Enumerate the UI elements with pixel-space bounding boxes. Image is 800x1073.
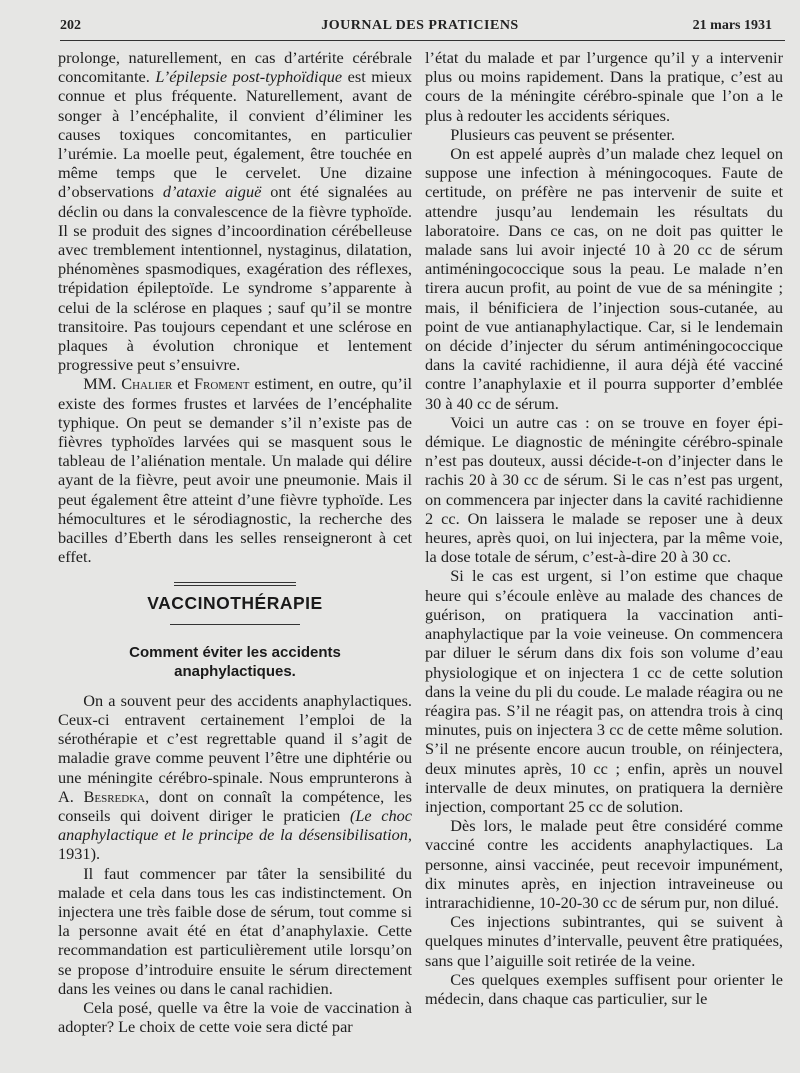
author-name: Froment	[193, 374, 250, 394]
author-name: Chalier	[121, 374, 173, 394]
section-divider	[174, 582, 296, 586]
right-column	[425, 48, 783, 1008]
paragraph: On est appelé auprès d’un malade chez lequel on suppose une infection à méningocoques. Faute de certitude, on préfère ne pas intervenir de suite et attendre jusqu’au lendemain les résultats du laboratoire. Dans ce cas, on ne doit pas quitter le malade sans lui avoir injecté 10 à 20 cc de sérum antiméningococcique sous la peau. Le malade n’en tirera aucun profit, au point de vue de sa méningite ; mais, il bénificiera de l’injection sous-cutanée, au point de vue antianaphylactique. Car, si le lendemain on décide d’injecter du sérum antiméningococcique dans la cavité rachidienne, il aura déjà été vacciné contre l’anaphylaxie et il pourra supporter d’emblée 30 à 40 cc de sérum.	[425, 144, 783, 413]
paragraph: Plusieurs cas peuvent se présenter.	[450, 124, 675, 144]
paragraph: MM. Chalier et Froment estiment, en outre, qu’il existe des formes frustes et larvées de l’encéphalite typhique. On peut se demander s’il n’existe pas de fièvres typhoïdes larvées qui se masquent sous le tableau de l’aliénation mentale. Un malade qui délire ayant de la fièvre, peut avoir une pneumonie. Mais il peut également être atteint d’une fièvre typhoïde. Les hémocultures et le sérodiagnostic, la recherche des bacilles d’Eberth dans les selles renseigneront à cet effet.	[58, 374, 412, 567]
paragraph: l’état du malade et par l’urgence qu’il y a intervenir plus ou moins rapidement. Dans la pratique, c’est au cours de la méningite cérébro-spinale que l’on a le plus à redouter les accidents sériques.	[425, 48, 783, 125]
page-number: 202	[60, 18, 81, 33]
paragraph: Cela posé, quelle va être la voie de vaccination à adopter? Le choix de cette voie sera dicté par	[58, 997, 412, 1037]
page-header	[60, 18, 780, 40]
author-name: Besredka	[83, 786, 146, 806]
paragraph: Ces quelques exemples suffisent pour orienter le médecin, dans chaque cas particulier, sur le	[425, 969, 783, 1008]
paragraph: prolonge, naturellement, en cas d’artérite cérébrale concomitante. L’épilepsie post-typhoïdique est mieux connue et plus fréquente. Naturellement, avant de songer à l’encéphalite, il convient d’éliminer les causes toxiques concomitantes, en particulier l’urémie. La moelle peut, également, être touchée en même temps que le cervelet. Une dizaine d’observations d’ataxie aiguë ont été signalées au déclin ou dans la convalescence de la fièvre typhoïde. Il se produit des signes d’incoordination cérébelleuse avec tremblement intentionnel, nystaginus, dilatation, phénomènes spasmodiques, exagération des réflexes, trépidation épileptoïde. Le syndrome s’apparente à celui de la sclérose en plaques ; sauf qu’il se montre transitoire. Pas toujours cependant et une sclérose en plaques à évolution chronique et lentement progressive peut s’ensuivre.	[58, 48, 413, 375]
left-column	[58, 48, 412, 1036]
paragraph: On a souvent peur des accidents anaphylactiques. Ceux-ci entravent certainement l’emploi de la sérothérapie et c’est regrettable quand il s’agit de maladie grave comme peuvent l’être une diphtérie ou une méningite cérébro-spinale. Nous emprunterons à A. Besredka, dont on connaît la compétence, les conseils qui doivent diriger le praticien (Le choc anaphylactique et le principe de la désensibilisation, 1931).	[58, 690, 412, 864]
paragraph: Ces injections subintrantes, qui se suivent à quelques minutes d’intervalle, peuvent être pratiquées, sans que l’aiguille soit retirée de la veine.	[425, 912, 783, 970]
paragraph: Si le cas est urgent, si l’on estime que chaque heure qui s’écoule enlève au malade des chances de guérison, on pratiquera la vaccination antianaphylactique par la voie veineuse. On commencera par diluer le sérum dans dix fois son volume d’eau physiologique et on injectera 1 cc de cette solution dans la veine du pli du coude. Le malade réagira ou ne réagira pas. S’il ne réagit pas, on attendra trois à cinq minutes, puis on injectera 3 cc de cette même solution. S’il ne présente encore aucun trouble, on réinjectera, deux minutes après, 10 cc ; enfin, après un nouvel intervalle de deux minutes, on pratiquera la dernière injection, comportant 25 cc de solution.	[425, 566, 783, 816]
header-rule	[60, 40, 785, 41]
paragraph: Il faut commencer par tâter la sensibilité du malade et cela dans tous les cas indistinctement. On injectera une très faible dose de sérum, tout comme si la personne avait été en état d’anaphylaxie. Cette recommandation est particulièrement utile lorsqu’on se propose d’introduire ensuite le sérum directement dans les veines ou dans le canal rachidien.	[58, 863, 412, 998]
section-title: VACCINOTHÉRAPIE	[147, 593, 323, 614]
journal-title: JOURNAL DES PRATICIENS	[321, 18, 519, 33]
paragraph: Voici un autre cas : on se trouve en foyer épidémique. Le diagnostic de méningite cérébro-spinale n’est pas douteux, aussi décide-t-on d’injecter dans le rachis 20 à 30 cc de sérum. Si le cas n’est pas urgent, on commencera par injecter dans la cavité rachidienne 2 cc. On laissera le malade se reposer une à deux heures, après quoi, on lui injectera, par la même voie, la dose totale de sérum, c’est-à-dire 20 à 30 cc.	[425, 412, 783, 567]
title-rule	[170, 624, 300, 625]
issue-date: 21 mars 1931	[692, 18, 772, 33]
article-title: Comment éviter les accidents anaphylactiques.	[129, 643, 341, 680]
paragraph: Dès lors, le malade peut être considéré comme vacciné contre les accidents anaphylactiques. La personne, ainsi vaccinée, peut recevoir impunément, dix minutes après, en injection intraveineuse ou intrarachidienne, 10-20-30 cc de sérum pur, non dilué.	[425, 816, 783, 912]
